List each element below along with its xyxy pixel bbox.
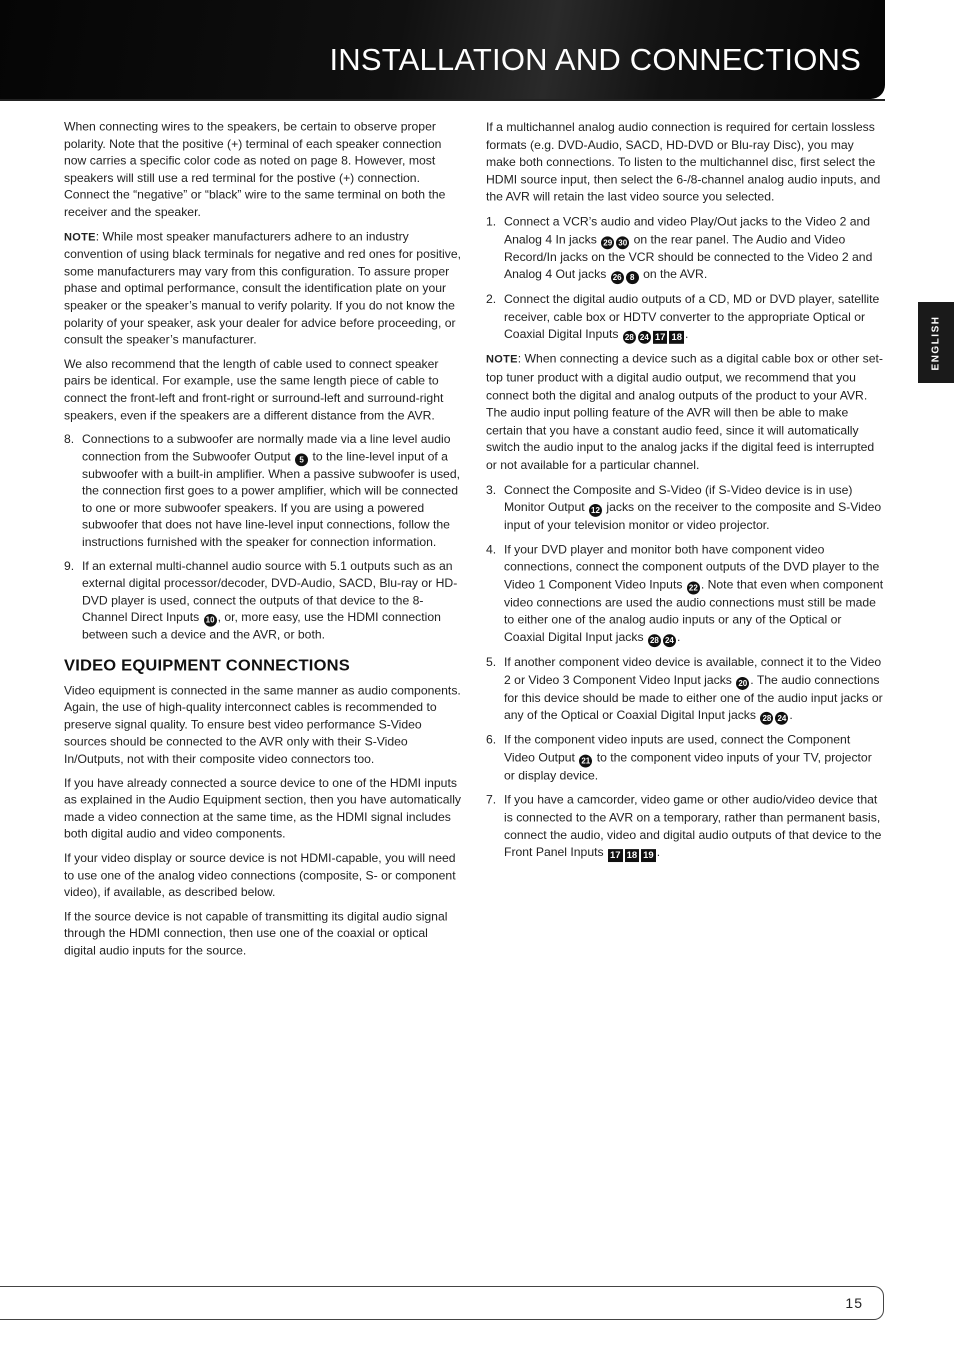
list-item bbox=[64, 558, 462, 644]
list-item bbox=[486, 541, 884, 647]
callout-number: 24 bbox=[775, 712, 788, 725]
text-run: . bbox=[685, 327, 689, 342]
paragraph: If your video display or source device is not HDMI-capable, you will need to use one of the analog video connections (composite, S- or component video), if available, as described below. bbox=[64, 851, 456, 900]
list-number: 6. bbox=[486, 732, 497, 747]
page-number: 15 bbox=[845, 1295, 863, 1311]
text-run: . Note that even when component video connections are used the audio connections must still be made to either one of the analog audio inputs or any of the Optical or Coaxial Digital Input jacks bbox=[504, 577, 884, 645]
list-number: 8. bbox=[64, 432, 75, 446]
list-number: 3. bbox=[486, 482, 497, 497]
paragraph: We also recommend that the length of cable used to connect speaker pairs be identical. For example, use the same length piece of cable to connect the front-left and front-right or surround-left and surround-right speakers, even if the speakers are a different distance from the AVR. bbox=[64, 356, 444, 422]
list-text bbox=[82, 558, 462, 644]
text-run: Connect a VCR’s audio and video Play/Out jacks to the Video 2 and Analog 4 In jacks bbox=[504, 214, 871, 246]
list-text bbox=[504, 732, 884, 785]
callout-number: 30 bbox=[616, 236, 629, 249]
callout-number: 24 bbox=[638, 331, 651, 344]
paragraph: Video equipment is connected in the same manner as audio components. Again, the use of high-quality interconnect cables is recommended to preserve signal quality. To ensure best video performance S-Video sources should be connected to the AVR only with their S-Video In/Outputs, not with their composite video connectors too. bbox=[64, 683, 461, 766]
text-run: If an external multi-channel audio source with 5.1 outputs such as an external digital processor/decoder, DVD-Audio, SACD, Blu-ray or HD-DVD player is used, connect the outputs of that device to the 8-Channel Direct Inputs bbox=[82, 559, 458, 625]
note-paragraph bbox=[486, 351, 884, 474]
list-item bbox=[486, 654, 884, 725]
list-number: 2. bbox=[486, 292, 497, 307]
list-text bbox=[504, 482, 884, 535]
text-run: , or, more easy, use the HDMI connection between such a device and the AVR, or both. bbox=[82, 610, 441, 642]
text-run: Connect the Composite and S-Video (if S-Video device is in use) Monitor Output bbox=[504, 482, 853, 514]
callout-number: 12 bbox=[589, 504, 602, 517]
front-panel-callout: 18 bbox=[626, 850, 638, 862]
paragraph: When connecting wires to the speakers, be certain to observe proper polarity. Note that the positive (+) terminal of each speaker connection now carries a specific color code as noted on page 8. However, most speakers will still use a red terminal for the postive (+) connection. Connect the “negative” or “black” wire to the same terminal on both the receiver and the speaker. bbox=[64, 119, 446, 220]
list-item bbox=[486, 291, 884, 344]
text-run: . The audio connections for this device should be made to either one of the audio input jacks or any of the Optical or Coaxial Digital Input jacks bbox=[504, 672, 883, 723]
text-run: If your DVD player and monitor both have component video connections, connect the component outputs of the DVD player to the Video 1 Component Video Inputs bbox=[504, 542, 880, 592]
list-text bbox=[504, 213, 884, 284]
list-text bbox=[504, 792, 884, 862]
note-label: NOTE bbox=[486, 354, 518, 367]
callout-number: 28 bbox=[760, 712, 773, 725]
callout-number: 28 bbox=[648, 634, 661, 647]
list-item bbox=[64, 431, 462, 551]
text-run: Connections to a subwoofer are normally made via a line level audio connection from the Subwoofer Output bbox=[82, 432, 451, 463]
note-label: NOTE bbox=[64, 231, 96, 244]
paragraph: If the source device is not capable of transmitting its digital audio signal through the HDMI connection, then use one of the coaxial or optical digital audio inputs for the source. bbox=[64, 909, 448, 958]
list-item bbox=[486, 482, 884, 535]
callout-number: 24 bbox=[663, 634, 676, 647]
note-text: : While most speaker manufacturers adhere to an industry convention of using black terminals for negative and red ones for positive, some manufacturers may vary from this configuration. To assure proper phase and optimal performance, consult the identification plate on your speaker or the speaker’s manual to verify polarity. If you do not know the polarity of your speaker, ask your dealer for advice before proceeding, or consult the speaker’s manufacturer. bbox=[64, 229, 461, 347]
callout-number: 29 bbox=[601, 236, 614, 249]
text-run: If you have a camcorder, video game or other audio/video device that is connected to the AVR on a temporary, rather than permanent basis, connect the audio, video and digital audio outputs of that device to the Front Panel Inputs bbox=[504, 792, 882, 860]
header-rule bbox=[0, 99, 885, 101]
section-heading: VIDEO EQUIPMENT CONNECTIONS bbox=[64, 656, 350, 675]
right-column bbox=[486, 119, 884, 869]
front-panel-callout: 19 bbox=[643, 850, 654, 862]
text-run: If another component video device is available, connect it to the Video 2 or Video 3 Component Video Input jacks bbox=[504, 655, 882, 687]
text-run: . bbox=[656, 845, 661, 860]
text-run: Connect the digital audio outputs of a CD, MD or DVD player, satellite receiver, cable box or HDTV converter to the appropriate Optical or Coaxial Digital Inputs bbox=[504, 292, 880, 342]
left-column bbox=[64, 119, 462, 967]
callout-number: 21 bbox=[579, 754, 592, 767]
callout-number: 10 bbox=[204, 614, 217, 627]
text-run: on the AVR. bbox=[639, 267, 708, 282]
list-number: 7. bbox=[486, 792, 497, 807]
language-tab-label: ENGLISH bbox=[930, 315, 942, 370]
text-run: jacks on the receiver to the composite and S-Video input of your television monitor or video projector. bbox=[504, 500, 882, 532]
page-header bbox=[0, 0, 885, 99]
list-number: 9. bbox=[64, 559, 75, 573]
text-run: on the rear panel. The Audio and Video Record/In jacks on the VCR should be connected to the Video 2 and Analog 4 Out jacks bbox=[504, 231, 873, 282]
front-panel-callout: 17 bbox=[609, 850, 621, 862]
list-number: 4. bbox=[486, 542, 497, 557]
list-item bbox=[486, 213, 884, 284]
front-panel-callout: 17 bbox=[654, 332, 666, 344]
list-text bbox=[504, 541, 884, 647]
list-item bbox=[486, 732, 884, 785]
list-text bbox=[82, 431, 462, 551]
text-run: to the component video inputs of your TV, projector or display device. bbox=[504, 750, 872, 783]
front-panel-callout: 18 bbox=[671, 332, 683, 344]
paragraph: If a multichannel analog audio connection is required for certain lossless formats (e.g. DVD-Audio, SACD, HD-DVD or Blu-ray Disc), you may make both connections. To listen to the multichannel disc, first select the HDMI source input, then select the 6-/8-channel analog audio inputs, and the AVR will retain the last video source you selected. bbox=[486, 119, 881, 204]
callout-number: 28 bbox=[623, 331, 636, 344]
page-title: INSTALLATION AND CONNECTIONS bbox=[329, 42, 861, 77]
list-text bbox=[504, 654, 884, 725]
paragraph: If you have already connected a source device to one of the HDMI inputs as explained in the Audio Equipment section, then you have automatically made a video connection at the same time, as the HDMI signal includes both digital audio and video components. bbox=[64, 775, 462, 841]
list-item bbox=[486, 792, 884, 862]
list-number: 1. bbox=[486, 214, 497, 229]
text-run: If the component video inputs are used, connect the Component Video Output bbox=[504, 732, 851, 765]
text-run: . bbox=[789, 708, 793, 723]
note-paragraph bbox=[64, 228, 462, 349]
list-text bbox=[504, 291, 884, 344]
page-footer bbox=[0, 1286, 884, 1320]
text-run: . bbox=[676, 630, 681, 645]
note-text: : When connecting a device such as a digital cable box or other set-top tuner product with a digital audio output, we recommend that you connect both the digital and analog outputs of the product to your AVR. The audio input polling feature of the AVR will then be able to make certain that you have a constant audio feed, since it will automatically switch the audio input to the analog jacks if the digital feed is interrupted or not available for a particular channel. bbox=[486, 352, 883, 473]
callout-number: 22 bbox=[687, 581, 700, 594]
callout-number: 26 bbox=[611, 271, 624, 284]
callout-number: 5 bbox=[295, 453, 308, 466]
language-tab bbox=[918, 302, 954, 383]
callout-number: 8 bbox=[626, 271, 639, 284]
callout-number: 20 bbox=[736, 677, 749, 690]
list-number: 5. bbox=[486, 655, 497, 670]
text-run: to the line-level input of a subwoofer with a built-in amplifier. When a passive subwoofer is used, the connection first goes to a power amplifier, which will be connected to one or more subwoofer speakers. If you are using a powered subwoofer that does not have line-level input connections, follow the instructions furnished with the speaker for connection information. bbox=[82, 449, 460, 549]
